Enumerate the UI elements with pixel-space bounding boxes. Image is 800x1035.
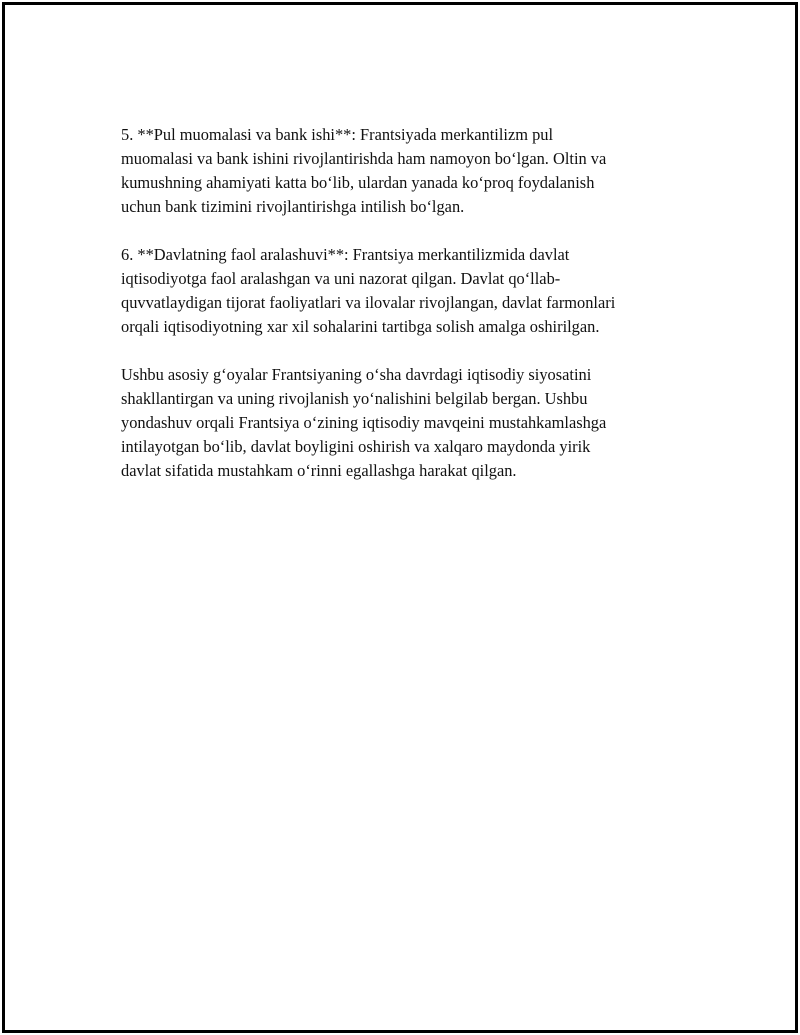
page-frame [2, 2, 798, 1033]
paragraph-state-intervention [121, 243, 701, 339]
text-line: 5. **Pul muomalasi va bank ishi**: Frantsiyada merkantilizm pul [121, 125, 554, 144]
text-line: muomalasi va bank ishini rivojlantirishda ham namoyon bo‘lgan. Oltin va [121, 149, 607, 168]
document-body [121, 123, 701, 507]
text-line: davlat sifatida mustahkam o‘rinni egallashga harakat qilgan. [121, 461, 517, 480]
paragraph-conclusion [121, 363, 701, 483]
text-line: kumushning ahamiyati katta bo‘lib, ulardan yanada ko‘proq foydalanish [121, 173, 595, 192]
text-line: yondashuv orqali Frantsiya o‘zining iqtisodiy mavqeini mustahkamlashga [121, 413, 607, 432]
text-line: quvvatlaydigan tijorat faoliyatlari va ilovalar rivojlangan, davlat farmonlari [121, 293, 616, 312]
text-line: uchun bank tizimini rivojlantirishga intilish bo‘lgan. [121, 197, 465, 216]
text-line: iqtisodiyotga faol aralashgan va uni nazorat qilgan. Davlat qo‘llab- [121, 269, 561, 288]
text-line: Ushbu asosiy g‘oyalar Frantsiyaning o‘sha davrdagi iqtisodiy siyosatini [121, 365, 592, 384]
text-line: shakllantirgan va uning rivojlanish yo‘nalishini belgilab bergan. Ushbu [121, 389, 588, 408]
text-line: 6. **Davlatning faol aralashuvi**: Frantsiya merkantilizmida davlat [121, 245, 570, 264]
text-line: orqali iqtisodiyotning xar xil sohalarini tartibga solish amalga oshirilgan. [121, 317, 600, 336]
paragraph-money-and-banking [121, 123, 701, 219]
text-line: intilayotgan bo‘lib, davlat boyligini oshirish va xalqaro maydonda yirik [121, 437, 591, 456]
